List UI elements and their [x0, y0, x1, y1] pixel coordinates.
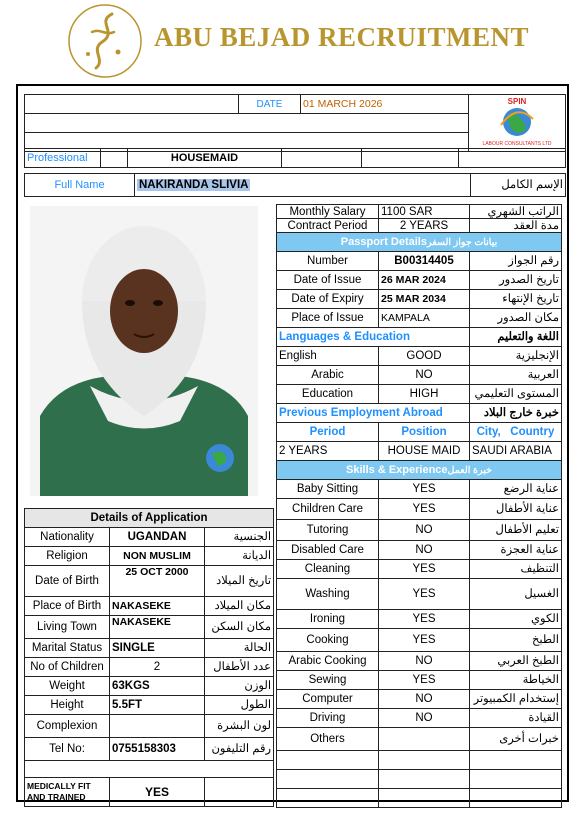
application-row: No of Children 2 عدد الأطفال: [25, 658, 274, 677]
application-row: Nationality UGANDAN الجنسية: [25, 528, 274, 547]
contract-row: Monthly Salary 1100 SAR الراتب الشهري: [277, 205, 562, 219]
agency-logo-top: SPIN: [507, 97, 527, 106]
professional-value: HOUSEMAID: [128, 149, 282, 168]
skill-row: Washing YES الغسيل: [277, 579, 562, 610]
skills-section-header: [277, 461, 562, 480]
skill-row: Computer NO إستخدام الكمبيوتر: [277, 690, 562, 709]
skills-title-ar: خبرة العمل: [447, 464, 492, 476]
application-row: Height 5.5FT الطول: [25, 696, 274, 715]
agency-logo: [469, 95, 566, 152]
employment-header-period: Period: [277, 423, 379, 442]
employment-header-position: Position: [379, 423, 470, 442]
passport-row: Number B00314405 رقم الجواز: [277, 252, 562, 271]
full-name-label: Full Name: [25, 174, 135, 197]
skill-row: Others خبرات أخرى: [277, 728, 562, 751]
date-label: DATE: [239, 95, 301, 114]
full-name-ar: الإسم الكامل: [471, 174, 566, 197]
passport-title-ar: بيانات جواز السفر: [426, 236, 498, 248]
passport-row: Date of Expiry 25 MAR 2034 تاريخ الإنتهاء: [277, 290, 562, 309]
application-table: [24, 508, 274, 807]
application-row: Complexion لون البشرة: [25, 715, 274, 738]
employment-row: 2 YEARS HOUSE MAID SAUDI ARABIA: [277, 442, 562, 461]
skill-row: Sewing YES الخياطة: [277, 671, 562, 690]
employment-title-ar: خبرة خارج البلاد: [470, 404, 562, 423]
skill-row: Cleaning YES التنظيف: [277, 560, 562, 579]
company-logo: [66, 2, 144, 80]
application-row: Weight 63KGS الوزن: [25, 677, 274, 696]
language-row: Education HIGH المستوى التعليمي: [277, 385, 562, 404]
passport-row: Date of Issue 26 MAR 2024 تاريخ الصدور: [277, 271, 562, 290]
candidate-photo: [30, 206, 258, 496]
date-table: [24, 94, 566, 152]
employment-title-en: Previous Employment Abroad: [277, 404, 470, 423]
skill-row: Disabled Care NO عناية العجزة: [277, 541, 562, 560]
skill-row: Arabic Cooking NO الطبخ العربي: [277, 652, 562, 671]
skill-row: Tutoring NO تعليم الأطفال: [277, 520, 562, 541]
full-name-value: NAKIRANDA SLIVIA: [139, 178, 249, 191]
skill-row: Cooking YES الطبخ: [277, 629, 562, 652]
medical-value: YES: [110, 778, 205, 807]
passport-title-en: Passport Details: [340, 235, 427, 248]
skill-row: Ironing YES الكوي: [277, 610, 562, 629]
skill-row: Children Care YES عناية الأطفال: [277, 499, 562, 520]
profession-table: [24, 148, 566, 168]
name-table: [24, 173, 566, 197]
contract-row: Contract Period 2 YEARS مدة العقد: [277, 219, 562, 233]
medical-label: MEDICALLY FIT AND TRAINED: [25, 778, 110, 807]
application-row: Tel No: 0755158303 رقم التليفون: [25, 738, 274, 761]
professional-label: Professional: [25, 149, 101, 168]
application-row: Living Town NAKASEKE مكان السكن: [25, 616, 274, 639]
application-row: Place of Birth NAKASEKE مكان الميلاد: [25, 597, 274, 616]
agency-logo-bottom: LABOUR CONSULTANTS LTD: [482, 141, 552, 147]
employment-header-country: City, Country: [470, 423, 562, 442]
languages-title-en: Languages & Education: [277, 328, 470, 347]
language-row: Arabic NO العربية: [277, 366, 562, 385]
passport-row: Place of Issue KAMPALA مكان الصدور: [277, 309, 562, 328]
skill-row: Driving NO القيادة: [277, 709, 562, 728]
application-row: Religion NON MUSLIM الديانة: [25, 547, 274, 566]
application-title: Details of Application: [25, 509, 274, 528]
passport-section-header: [277, 233, 562, 252]
application-row: Marital Status SINGLE الحالة: [25, 639, 274, 658]
details-right-table: [276, 204, 562, 808]
date-value: 01 MARCH 2026: [301, 95, 469, 114]
company-name: ABU BEJAD RECRUITMENT: [154, 22, 530, 52]
application-row: Date of Birth 25 OCT 2000 تاريخ الميلاد: [25, 566, 274, 597]
skills-title-en: Skills & Experience: [346, 463, 448, 476]
languages-title-ar: اللغة والتعليم: [470, 328, 562, 347]
language-row: English GOOD الإنجليزية: [277, 347, 562, 366]
skill-row: Baby Sitting YES عناية الرضع: [277, 480, 562, 499]
